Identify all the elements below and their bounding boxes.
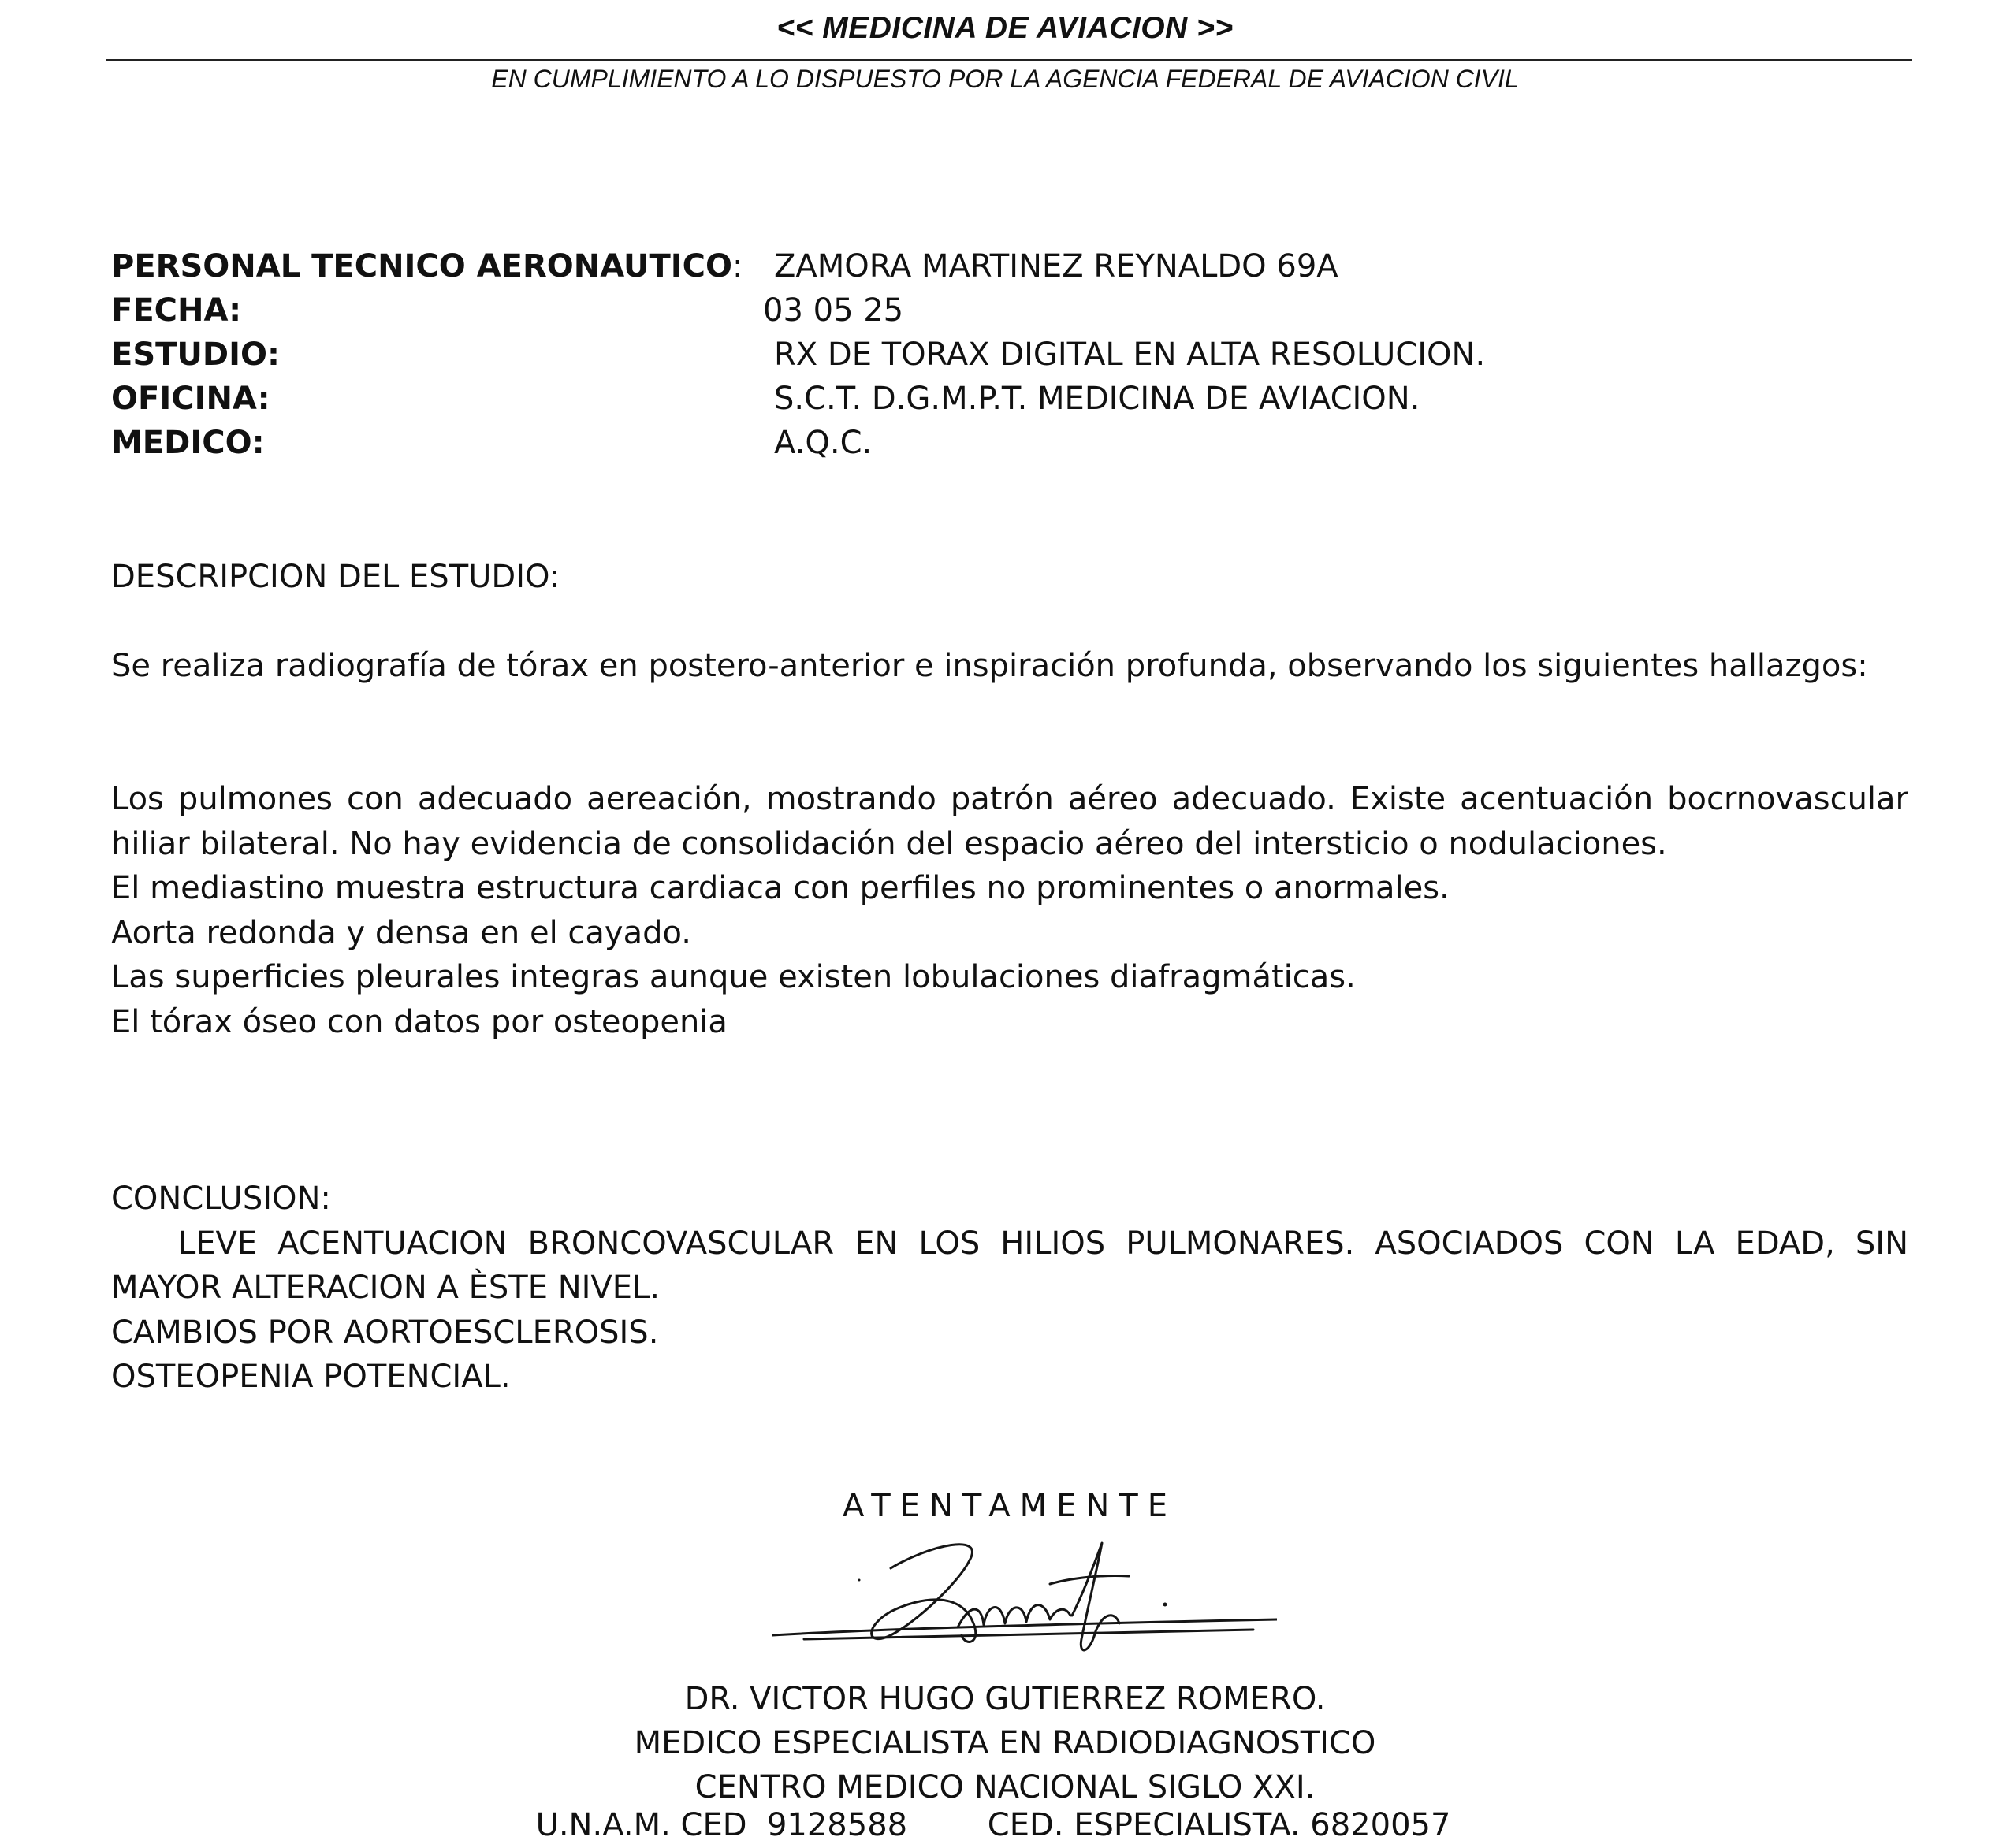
info-value-medico: A.Q.C. (774, 425, 873, 461)
signer-institution: CENTRO MEDICO NACIONAL SIGLO XXI. (694, 1769, 1316, 1805)
conclusion-heading: CONCLUSION: (111, 1181, 331, 1217)
info-label-personal: PERSONAL TECNICO AERONAUTICO: (111, 248, 743, 284)
finding-line: El tórax óseo con datos por osteopenia (111, 1003, 728, 1040)
info-label-medico: MEDICO: (111, 425, 265, 461)
conclusion-line: CAMBIOS POR AORTOESCLEROSIS. (111, 1314, 659, 1351)
header-divider (106, 59, 1912, 61)
description-heading: DESCRIPCION DEL ESTUDIO: (111, 559, 560, 595)
info-value-fecha: 03 05 25 (763, 292, 904, 329)
finding-line: Aorta redonda y densa en el cayado. (111, 914, 691, 951)
conclusion-main: LEVE ACENTUACION BRONCOVASCULAR EN LOS HILIOS PULMONARES. ASOCIADOS CON LA EDAD, SIN MAYOR ALTERACION A ÈSTE NIVEL. (111, 1225, 1908, 1306)
info-value-personal: ZAMORA MARTINEZ REYNALDO 69A (774, 248, 1338, 284)
info-label-estudio: ESTUDIO: (111, 337, 280, 373)
findings-block (111, 777, 1908, 1044)
conclusion-block (111, 1177, 1908, 1400)
signer-title: MEDICO ESPECIALISTA EN RADIODIAGNOSTICO (634, 1725, 1376, 1761)
findings-paragraph: Los pulmones con adecuado aereación, mostrando patrón aéreo adecuado. Existe acentuación bocrnovascular hiliar bilateral. No hay evidencia de consolidación del espacio aéreo del intersticio o nodulaciones. (111, 781, 1908, 862)
handwritten-signature (772, 1537, 1277, 1671)
finding-line: Las superficies pleurales integras aunque existen lobulaciones diafragmáticas. (111, 959, 1356, 995)
info-value-estudio: RX DE TORAX DIGITAL EN ALTA RESOLUCION. (774, 337, 1486, 373)
info-label-fecha: FECHA: (111, 292, 242, 329)
info-label-oficina: OFICINA: (111, 381, 270, 417)
closing-text: ATENTAMENTE (843, 1488, 1177, 1524)
conclusion-line: OSTEOPENIA POTENCIAL. (111, 1359, 511, 1395)
document-title: << MEDICINA DE AVIACION >> (776, 11, 1234, 45)
signer-credentials: U.N.A.M. CED 9128588 CED. ESPECIALISTA. 6820057 (535, 1807, 1451, 1843)
info-value-oficina: S.C.T. D.G.M.P.T. MEDICINA DE AVIACION. (774, 381, 1420, 417)
description-intro: Se realiza radiografía de tórax en postero-anterior e inspiración profunda, observando los siguientes hallazgos: (111, 648, 1868, 684)
document-subtitle: EN CUMPLIMIENTO A LO DISPUESTO POR LA AGENCIA FEDERAL DE AVIACION CIVIL (491, 65, 1519, 93)
signer-name: DR. VICTOR HUGO GUTIERREZ ROMERO. (684, 1681, 1326, 1717)
finding-line: El mediastino muestra estructura cardiaca con perfiles no prominentes o anormales. (111, 870, 1450, 906)
